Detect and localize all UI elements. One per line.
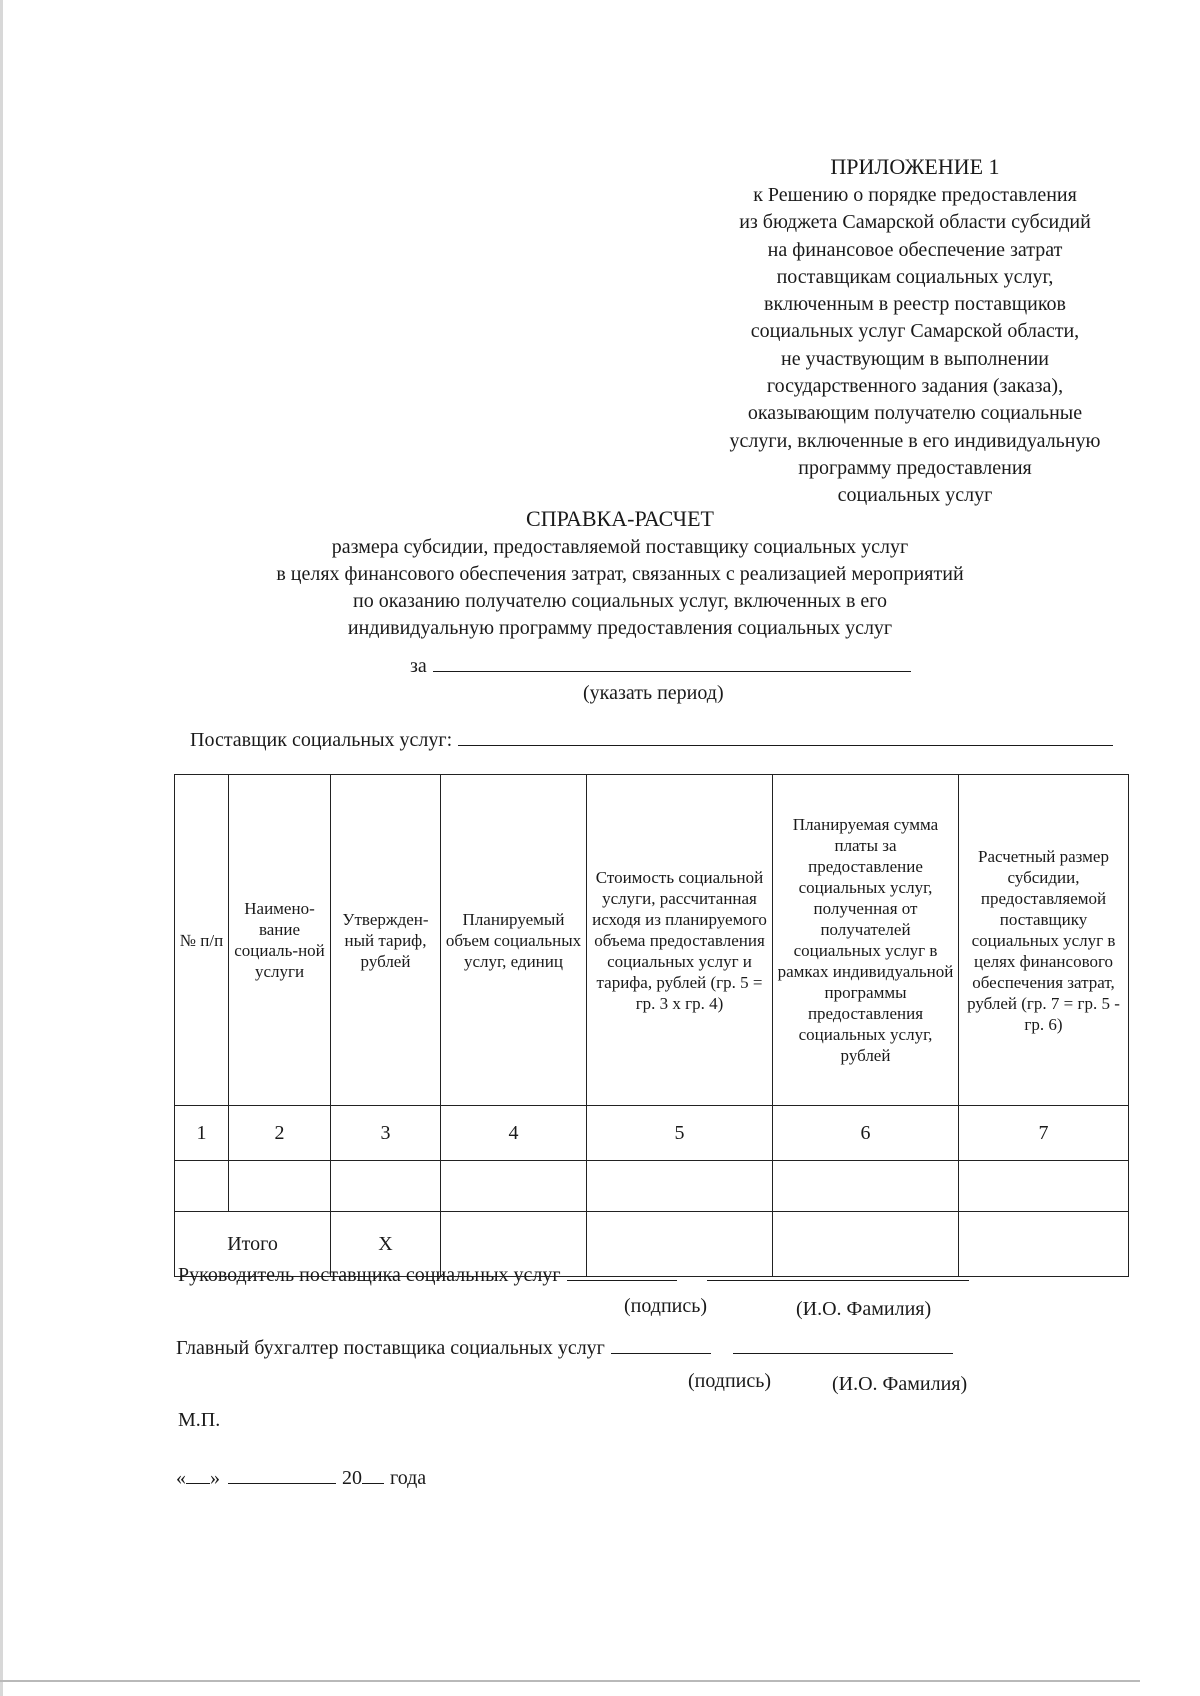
column-number: 3 [331, 1106, 441, 1161]
table-cell[interactable] [587, 1161, 773, 1212]
appendix-heading: ПРИЛОЖЕНИЕ 1 [830, 154, 1000, 179]
year-suffix: года [390, 1467, 427, 1489]
table-row [175, 1161, 1129, 1212]
month-blank[interactable] [228, 1467, 336, 1484]
col-header-planned-volume: Планируемый объем социальных услуг, единиц [441, 775, 587, 1106]
year-prefix: 20 [342, 1467, 362, 1489]
appendix-line: оказывающим получателю социальные [747, 402, 1083, 425]
accountant-signature-blank[interactable] [611, 1335, 711, 1354]
period-blank[interactable] [433, 653, 911, 672]
subtitle-line: размера субсидии, предоставляемой поставщику социальных услуг [331, 536, 909, 558]
document-title: СПРАВКА-РАСЧЕТ [526, 506, 714, 531]
column-number: 1 [175, 1106, 229, 1161]
table-cell[interactable] [773, 1161, 959, 1212]
appendix-line: программу предоставления [798, 456, 1032, 479]
col-header-service-name: Наимено-вание социаль-ной услуги [229, 775, 331, 1106]
table-cell[interactable] [331, 1161, 441, 1212]
col-header-planned-payment: Планируемая сумма платы за предоставление социальных услуг, полученная от получателей социальных услуг в рамках индивидуальной программы предоставления социальных услуг, рублей [773, 775, 959, 1106]
date-open-quote: « [176, 1467, 186, 1489]
supplier-blank[interactable] [458, 727, 1113, 746]
scan-edge [0, 1680, 1140, 1682]
accountant-signature-label: Главный бухгалтер поставщика социальных услуг [176, 1337, 605, 1359]
stamp-mark: М.П. [178, 1409, 221, 1431]
appendix-line: государственного задания (заказа), [766, 375, 1064, 398]
column-number: 5 [587, 1106, 773, 1161]
appendix-line: включенным в реестр поставщиков [764, 293, 1066, 316]
signature-caption: (подпись) [624, 1295, 708, 1317]
day-blank[interactable] [186, 1467, 210, 1484]
column-number-row [175, 1106, 1129, 1161]
head-name-blank[interactable] [707, 1262, 969, 1281]
column-number: 4 [441, 1106, 587, 1161]
appendix-line: услуги, включенные в его индивидуальную [729, 429, 1101, 452]
date-close-quote: » [210, 1467, 220, 1489]
subtitle-line: по оказанию получателю социальных услуг, включенных в его [352, 590, 887, 612]
head-signature-label: Руководитель поставщика социальных услуг [178, 1264, 561, 1286]
head-signature-line [178, 1262, 969, 1287]
date-line [176, 1467, 426, 1490]
year-blank[interactable] [362, 1467, 384, 1484]
scan-edge [0, 0, 3, 1696]
name-caption: (И.О. Фамилия) [796, 1298, 932, 1320]
table-cell[interactable] [959, 1161, 1129, 1212]
table-header-row [175, 775, 1129, 1106]
signature-caption: (подпись) [688, 1370, 772, 1392]
subtitle-line: в целях финансового обеспечения затрат, связанных с реализацией мероприятий [276, 563, 964, 585]
appendix-line: из бюджета Самарской области субсидий [739, 211, 1091, 234]
appendix-block [690, 152, 1140, 510]
accountant-signature-line [176, 1335, 953, 1360]
column-number: 2 [229, 1106, 331, 1161]
col-header-number: № п/п [175, 775, 229, 1106]
total-cell[interactable] [959, 1212, 1129, 1277]
column-number: 7 [959, 1106, 1129, 1161]
supplier-label: Поставщик социальных услуг: [190, 729, 453, 751]
appendix-line: поставщикам социальных услуг, [776, 265, 1054, 288]
appendix-line: к Решению о порядке предоставления [753, 184, 1077, 206]
supplier-field [190, 727, 1113, 752]
period-prefix: за [410, 655, 427, 677]
col-header-service-cost: Стоимость социальной услуги, рассчитанная исходя из планируемого объема предоставления социальных услуг и тарифа, рублей (гр. 5 = гр. 3 х гр. 4) [587, 775, 773, 1106]
appendix-line: социальных услуг Самарской области, [750, 320, 1080, 343]
appendix-line: не участвующим в выполнении [780, 347, 1050, 370]
col-header-tariff: Утвержден-ный тариф, рублей [331, 775, 441, 1106]
period-field [410, 653, 911, 678]
subtitle-line: индивидуальную программу предоставления социальных услуг [347, 617, 893, 639]
name-caption: (И.О. Фамилия) [832, 1373, 968, 1395]
accountant-name-blank[interactable] [733, 1335, 953, 1354]
period-caption: (указать период) [583, 682, 724, 704]
table-cell[interactable] [441, 1161, 587, 1212]
col-header-subsidy-amount: Расчетный размер субсидии, предоставляемой поставщику социальных услуг в целях финансового обеспечения затрат, рублей (гр. 7 = гр. 5 - гр. 6) [959, 775, 1129, 1106]
total-label: Итого [175, 1212, 331, 1277]
column-number: 6 [773, 1106, 959, 1161]
subsidy-table [174, 774, 1129, 1277]
table-cell[interactable] [229, 1161, 331, 1212]
document-title-block [180, 504, 1060, 642]
appendix-line: социальных услуг [837, 484, 993, 507]
appendix-line: на финансовое обеспечение затрат [767, 238, 1063, 261]
head-signature-blank[interactable] [567, 1262, 677, 1281]
table-cell[interactable] [175, 1161, 229, 1212]
total-tariff-mark: Х [331, 1212, 441, 1277]
